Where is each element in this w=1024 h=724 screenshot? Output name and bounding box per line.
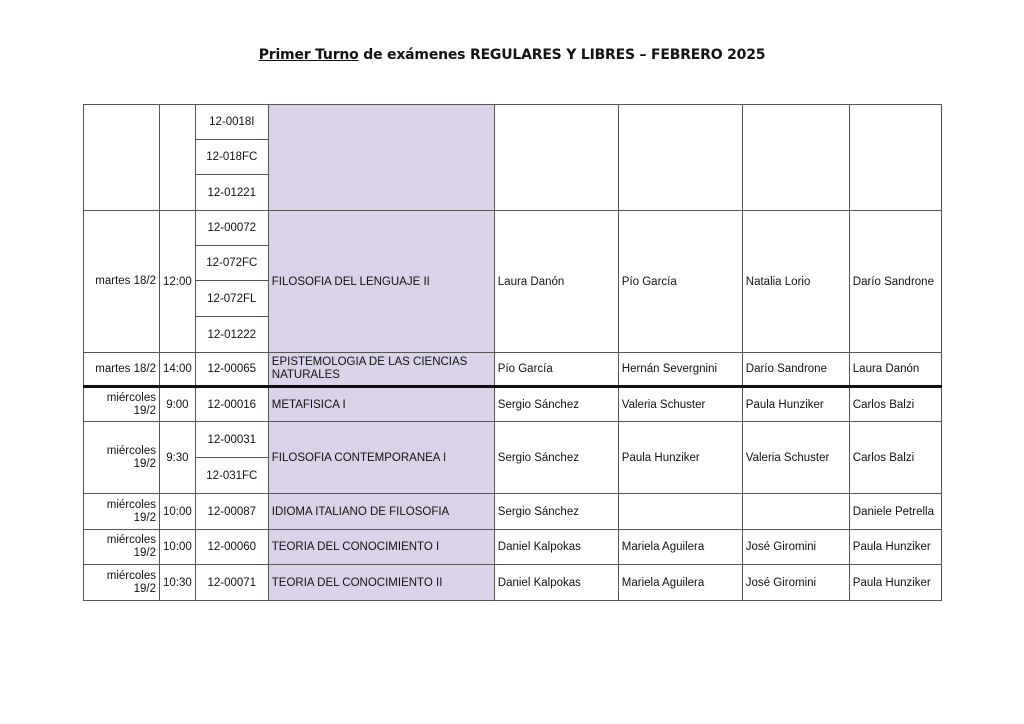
teacher-cell: Paula Hunziker	[742, 387, 849, 422]
teacher-cell: Natalia Lorio	[742, 211, 849, 353]
title-rest: de exámenes REGULARES Y LIBRES – FEBRERO 2025	[358, 47, 766, 63]
date-cell: miércoles 19/2	[84, 565, 160, 601]
teacher-cell	[494, 105, 618, 211]
teacher-cell: Daniel Kalpokas	[494, 530, 618, 565]
code-cell: 12-072FL	[195, 281, 268, 317]
teacher-cell: Laura Danón	[849, 353, 941, 387]
time-cell: 10:00	[160, 530, 196, 565]
subject-cell: EPISTEMOLOGIA DE LAS CIENCIAS NATURALES	[268, 353, 494, 387]
subject-cell: FILOSOFIA CONTEMPORANEA I	[268, 422, 494, 494]
code-cell: 12-0018I	[195, 105, 268, 140]
subject-cell: TEORIA DEL CONOCIMIENTO I	[268, 530, 494, 565]
teacher-cell: Darío Sandrone	[849, 211, 941, 353]
teacher-cell: Valeria Schuster	[618, 387, 742, 422]
subject-cell: FILOSOFIA DEL LENGUAJE II	[268, 211, 494, 353]
subject-cell: TEORIA DEL CONOCIMIENTO II	[268, 565, 494, 601]
time-cell: 9:00	[160, 387, 196, 422]
subject-cell: IDIOMA ITALIANO DE FILOSOFIA	[268, 494, 494, 530]
teacher-cell: Laura Danón	[494, 211, 618, 353]
teacher-cell: Paula Hunziker	[618, 422, 742, 494]
code-cell: 12-00016	[195, 387, 268, 422]
code-cell: 12-00031	[195, 422, 268, 458]
code-cell: 12-00071	[195, 565, 268, 601]
teacher-cell	[742, 105, 849, 211]
date-cell: martes 18/2	[84, 211, 160, 353]
teacher-cell: Daniel Kalpokas	[494, 565, 618, 601]
teacher-cell	[849, 105, 941, 211]
table-row	[84, 211, 942, 246]
teacher-cell: Darío Sandrone	[742, 353, 849, 387]
teacher-cell: Pío García	[618, 211, 742, 353]
teacher-cell: José Giromini	[742, 565, 849, 601]
teacher-cell: Paula Hunziker	[849, 530, 941, 565]
code-cell: 12-01221	[195, 175, 268, 211]
code-cell: 12-00065	[195, 353, 268, 387]
teacher-cell: Paula Hunziker	[849, 565, 941, 601]
time-cell: 12:00	[160, 211, 196, 353]
date-cell: martes 18/2	[84, 353, 160, 387]
table-row	[84, 494, 942, 530]
date-cell: miércoles 19/2	[84, 530, 160, 565]
code-cell: 12-00072	[195, 211, 268, 246]
code-cell: 12-018FC	[195, 140, 268, 175]
page-title	[0, 47, 1024, 63]
teacher-cell	[742, 494, 849, 530]
table-row	[84, 387, 942, 422]
time-cell: 14:00	[160, 353, 196, 387]
teacher-cell: Pío García	[494, 353, 618, 387]
teacher-cell: Mariela Aguilera	[618, 565, 742, 601]
teacher-cell: Daniele Petrella	[849, 494, 941, 530]
table-row	[84, 422, 942, 458]
teacher-cell	[618, 494, 742, 530]
date-cell: miércoles 19/2	[84, 387, 160, 422]
time-cell: 9:30	[160, 422, 196, 494]
time-cell: 10:30	[160, 565, 196, 601]
time-cell	[160, 105, 196, 211]
table-row	[84, 530, 942, 565]
table-row	[84, 353, 942, 387]
code-cell: 12-072FC	[195, 246, 268, 281]
teacher-cell: Sergio Sánchez	[494, 494, 618, 530]
teacher-cell: Sergio Sánchez	[494, 422, 618, 494]
code-cell: 12-031FC	[195, 458, 268, 494]
date-cell	[84, 105, 160, 211]
teacher-cell: Sergio Sánchez	[494, 387, 618, 422]
teacher-cell: Carlos Balzi	[849, 387, 941, 422]
date-cell: miércoles 19/2	[84, 494, 160, 530]
code-cell: 12-00060	[195, 530, 268, 565]
teacher-cell: Mariela Aguilera	[618, 530, 742, 565]
teacher-cell	[618, 105, 742, 211]
teacher-cell: Valeria Schuster	[742, 422, 849, 494]
subject-cell: METAFISICA I	[268, 387, 494, 422]
table-row	[84, 565, 942, 601]
teacher-cell: José Giromini	[742, 530, 849, 565]
time-cell: 10:00	[160, 494, 196, 530]
date-cell: miércoles 19/2	[84, 422, 160, 494]
code-cell: 12-01222	[195, 317, 268, 353]
title-shift: Primer Turno	[258, 47, 359, 63]
subject-cell	[268, 105, 494, 211]
code-cell: 12-00087	[195, 494, 268, 530]
teacher-cell: Hernán Severgnini	[618, 353, 742, 387]
table-row	[84, 105, 942, 140]
exam-schedule-table	[83, 104, 942, 601]
teacher-cell: Carlos Balzi	[849, 422, 941, 494]
